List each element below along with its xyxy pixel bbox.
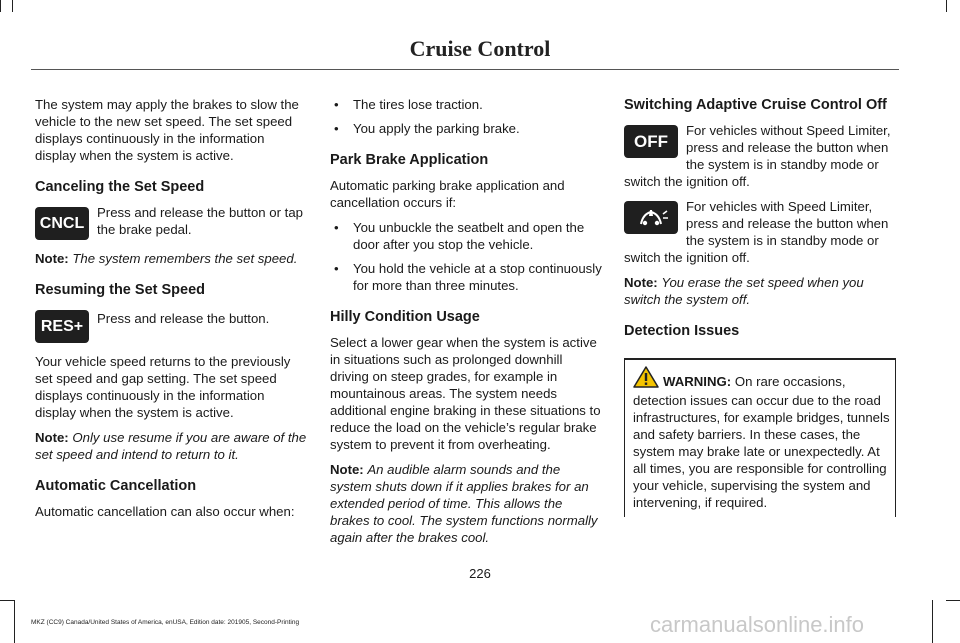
crop-mark (0, 0, 1, 12)
watermark: carmanualsonline.info (650, 612, 865, 637)
cncl-button-icon: CNCL (35, 207, 89, 240)
crop-mark (12, 0, 13, 12)
column-3 (624, 96, 896, 517)
limiter-instruction (624, 198, 896, 266)
off-button-icon: OFF (624, 125, 678, 158)
off-note (624, 274, 896, 308)
note-label: Note: (35, 251, 69, 266)
speed-limiter-icon (624, 201, 678, 234)
res-plus-button-icon: RES+ (35, 310, 89, 343)
page-number: 226 (469, 566, 491, 581)
crop-mark (946, 0, 947, 12)
crop-mark (0, 600, 14, 601)
acc-off-heading: Switching Adaptive Cruise Control Off (624, 97, 887, 113)
resume-text: Press and release the button. (97, 311, 270, 326)
resume-instruction (35, 307, 307, 345)
off-instruction (624, 122, 896, 190)
bullet-list-top (330, 96, 602, 137)
list-item: • The tires lose traction. (330, 96, 602, 113)
list-item: • You apply the parking brake. (330, 120, 602, 137)
note-label: Note: (35, 430, 69, 445)
column-1 (35, 96, 307, 528)
list-item: • You hold the vehicle at a stop continuously for more than three minutes. (330, 260, 602, 294)
crop-mark (14, 600, 15, 643)
park-brake-text: Automatic parking brake application and cancellation occurs if: (330, 178, 565, 210)
note-label: Note: (624, 275, 658, 290)
off-text: For vehicles without Speed Limiter, press and release the button when the system is in standby mode or switch the ignition off. (624, 123, 891, 189)
warning-triangle-icon (633, 366, 659, 392)
list-item: • You unbuckle the seatbelt and open the door after you stop the vehicle. (330, 219, 602, 253)
auto-cancel-heading: Automatic Cancellation (35, 478, 197, 494)
warning-paragraph (633, 366, 891, 511)
cancel-instruction (35, 204, 307, 242)
note-text: The system remembers the set speed. (72, 251, 298, 266)
note-label: Note: (330, 462, 364, 477)
resume-paragraph: Your vehicle speed returns to the previously set speed and gap setting. The set speed displays continuously in the information display when the system is active. (35, 354, 291, 420)
resume-heading: Resuming the Set Speed (35, 282, 206, 298)
warning-box (624, 358, 896, 517)
intro-paragraph: The system may apply the brakes to slow the vehicle to the new set speed. The set speed displays continuously in the information display when the system is active. (35, 97, 299, 163)
note-text: Only use resume if you are aware of the set speed and intend to return to it. (35, 430, 307, 462)
auto-cancel-text: Automatic cancellation can also occur when: (35, 504, 295, 519)
warning-text: On rare occasions, detection issues can occur due to the road infrastructures, for example bridges, tunnels and safety barriers. In these cases, the system may brake late or unexpectedly. At all times, you are responsible for controlling your vehicle, supervising the system and intervening, if required. (633, 374, 890, 510)
hilly-heading: Hilly Condition Usage (330, 309, 480, 325)
warning-label: WARNING: (663, 374, 732, 389)
hilly-note (330, 461, 602, 546)
note-text: You erase the set speed when you switch the system off. (624, 275, 864, 307)
limiter-text: For vehicles with Speed Limiter, press and release the button when the system is in standby mode or switch the ignition off. (624, 199, 889, 265)
column-2 (330, 96, 602, 554)
resume-note (35, 429, 307, 463)
hilly-text: Select a lower gear when the system is active in situations such as prolonged downhill driving on steep grades, for example in mountainous areas. The system needs additional engine braking in these situations to reduce the load on the vehicle’s regular brake system to prevent it from overheating. (330, 335, 601, 452)
park-brake-heading: Park Brake Application (330, 152, 489, 168)
bullet-list-park (330, 219, 602, 294)
edition-footer: MKZ (CC9) Canada/United States of America, enUSA, Edition date: 201905, Second-Printing (31, 619, 300, 626)
crop-mark (932, 600, 933, 643)
header-divider (31, 69, 899, 70)
cancel-text: Press and release the button or tap the brake pedal. (97, 205, 304, 237)
cancel-note (35, 250, 307, 267)
cancel-heading: Canceling the Set Speed (35, 179, 205, 195)
crop-mark (946, 600, 960, 601)
note-text: An audible alarm sounds and the system shuts down if it applies brakes for an extended period of time. This allows the brakes to cool. The system functions normally again after the brakes cool. (330, 462, 598, 545)
detection-heading: Detection Issues (624, 323, 740, 339)
page-title: Cruise Control (409, 36, 551, 61)
